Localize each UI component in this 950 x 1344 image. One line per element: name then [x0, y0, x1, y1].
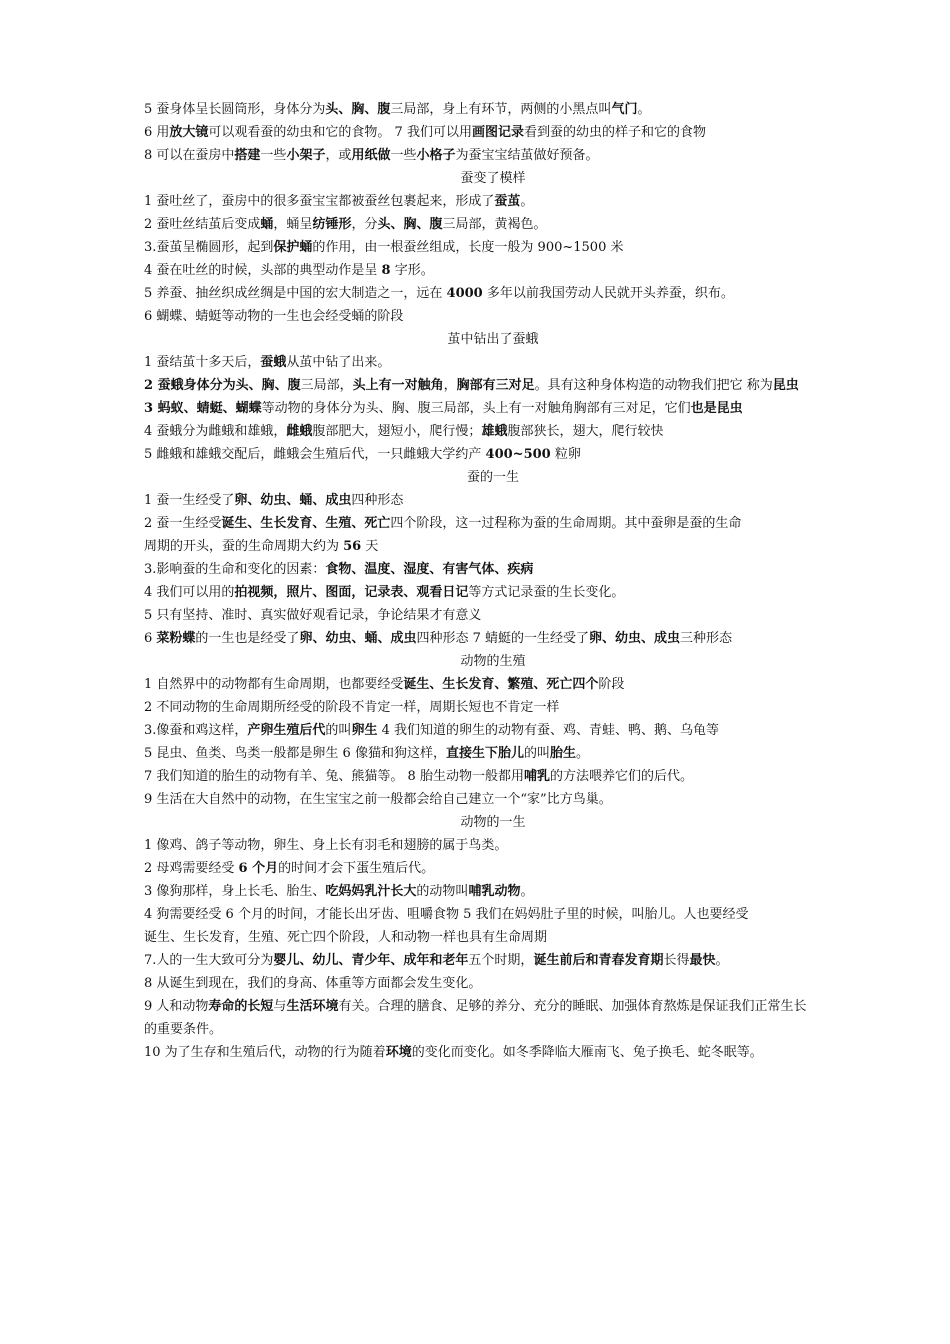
text-segment: 8 从诞生到现在，我们的身高、体重等方面都会发生变化。 [144, 976, 482, 991]
document-body [144, 98, 816, 1064]
text-segment: 3.蚕茧呈椭圆形，起到 [144, 240, 274, 255]
text-segment: 。 [520, 884, 534, 899]
text-segment: 2 蚕吐丝结茧后变成 [144, 217, 261, 232]
bold-text: 直接生下胎儿 [445, 746, 524, 761]
text-segment: 可以观看蚕的幼虫和它的食物。 7 我们可以用 [208, 125, 472, 140]
text-segment: 一些 [260, 148, 287, 163]
bold-text: 菜粉蝶 [156, 631, 196, 646]
bold-text: 56 [343, 539, 362, 554]
text-segment: 5 只有坚持、准时、真实做好观看记录，争论结果才有意义 [144, 608, 482, 623]
bold-text: 卵、幼虫、蛹、成虫 [234, 493, 352, 508]
bold-text: 生活环境 [286, 999, 339, 1014]
text-segment: 7.人的一生大致可分为 [144, 953, 274, 968]
text-segment: 1 像鸡、鸽子等动物，卵生、身上长有羽毛和翅膀的属于鸟类。 [144, 838, 508, 853]
bold-text: 卵、幼虫、蛹、成虫 [299, 631, 417, 646]
text-line [144, 903, 816, 926]
text-segment: 9 生活在大自然中的动物，在生宝宝之前一般都会给自己建立一个“家”比方鸟巢。 [144, 792, 612, 807]
bold-text: 哺乳 [523, 769, 550, 784]
bold-text: 6 个月 [238, 861, 279, 876]
bold-text: 产卵生殖后代 [247, 723, 326, 738]
bold-text: 画图记录 [471, 125, 524, 140]
text-line [144, 857, 816, 880]
text-line [144, 673, 816, 696]
text-segment: 等方式记录蚕的生长变化。 [468, 585, 625, 600]
bold-text: 头、胸、腹 [325, 102, 391, 117]
text-line [144, 995, 816, 1041]
text-segment: 2 母鸡需要经受 [144, 861, 239, 876]
bold-text: 寿命的长短 [208, 999, 274, 1014]
text-segment: 的变化而变化。如冬季降临大雁南飞、兔子换毛、蛇冬眠等。 [411, 1045, 763, 1060]
text-line [144, 259, 816, 282]
text-line [144, 604, 816, 627]
text-line [144, 121, 816, 144]
bold-text: 蚕蛾 [260, 355, 287, 370]
text-segment: 茧中钻出了蚕蛾 [447, 332, 539, 347]
text-segment: 有关。合理的膳食、足够的养分、充分的睡眠、加强体育熬炼是保证我们正常生长的重要条件。 [144, 999, 807, 1037]
text-line [144, 282, 816, 305]
bold-text: 头上有一对触角 [352, 378, 444, 393]
text-segment: 蚕的一生 [466, 470, 519, 485]
text-line [144, 443, 816, 466]
text-segment: 4 我们可以用的 [144, 585, 235, 600]
text-segment: 的叫 [523, 746, 550, 761]
text-line [144, 397, 816, 420]
text-segment: 四种形态 7 蜻蜓的一生经受了 [416, 631, 589, 646]
text-line [144, 144, 816, 167]
bold-text: 诞生前后和青春发育期 [533, 953, 664, 968]
text-segment: 字形。 [390, 263, 434, 278]
text-line [144, 535, 816, 558]
bold-text: 胎生 [549, 746, 576, 761]
text-segment: 的时间才会下蛋生殖后代。 [278, 861, 435, 876]
bold-text: 昆虫 [772, 378, 799, 393]
text-segment: 看到蚕的幼虫的样子和它的食物 [523, 125, 706, 140]
section-heading [144, 811, 816, 834]
text-line [144, 190, 816, 213]
text-segment: 。具有这种身体构造的动物我们把它 称为 [534, 378, 773, 393]
text-line [144, 788, 816, 811]
bold-text: 拍视频，照片、图面，记录表、观看日记 [234, 585, 469, 600]
text-segment: 三局部，身上有环节，两侧的小黑点叫 [390, 102, 612, 117]
text-segment: 4 蚕在吐丝的时候，头部的典型动作是呈 [144, 263, 382, 278]
bold-text: 搭建 [234, 148, 261, 163]
text-segment: 7 我们知道的胎生的动物有羊、兔、熊猫等。 8 胎生动物一般都用 [144, 769, 524, 784]
text-segment: 6 蝴蝶、蜻蜓等动物的一生也会经受蛹的阶段 [144, 309, 404, 324]
text-segment: ，分 [351, 217, 378, 232]
bold-text: 蚕茧 [494, 194, 521, 209]
text-segment: 。 [520, 194, 534, 209]
text-segment: 等动物的身体分为头、胸、腹三局部，头上有一对触角胸部有三对足，它们 [261, 401, 691, 416]
bold-text: 哺乳动物 [468, 884, 521, 899]
text-segment: 动物的一生 [460, 815, 526, 830]
text-segment: 一些 [390, 148, 417, 163]
text-segment: 5 养蚕、抽丝织成丝绸是中国的宏大制造之一，远在 [144, 286, 447, 301]
text-line [144, 719, 816, 742]
text-line [144, 627, 816, 650]
bold-text: 诞生、生长发育、繁殖、死亡四个 [403, 677, 599, 692]
text-segment: 。 [637, 102, 651, 117]
bold-text: 环境 [385, 1045, 412, 1060]
text-segment: 1 自然界中的动物都有生命周期，也都要经受 [144, 677, 404, 692]
text-segment: 1 蚕结茧十多天后， [144, 355, 261, 370]
text-segment: 蚕变了模样 [460, 171, 526, 186]
text-line [144, 972, 816, 995]
text-segment: 5 昆虫、鱼类、鸟类一般都是卵生 6 像猫和狗这样， [144, 746, 446, 761]
text-segment: 1 蚕吐丝了，蚕房中的很多蚕宝宝都被蚕丝包裹起来，形成了 [144, 194, 495, 209]
text-segment: 8 可以在蚕房中 [144, 148, 235, 163]
bold-text: 放大镜 [169, 125, 209, 140]
bold-text: 雌蛾 [286, 424, 313, 439]
text-segment: 为蚕宝宝结茧做好预备。 [455, 148, 599, 163]
section-heading [144, 650, 816, 673]
bold-text: 保护蛹 [273, 240, 313, 255]
text-segment: 。 [576, 746, 590, 761]
bold-text: 雄蛾 [481, 424, 508, 439]
text-segment: 10 为了生存和生殖后代，动物的行为随着 [144, 1045, 386, 1060]
text-segment: 阶段 [598, 677, 625, 692]
text-line [144, 742, 816, 765]
bold-text: 用纸做 [351, 148, 391, 163]
text-segment: 三局部， [300, 378, 353, 393]
text-segment: 的动物叫 [416, 884, 469, 899]
text-segment: 腹部狭长，翅大，爬行较快 [507, 424, 664, 439]
bold-text: 头、胸、腹 [377, 217, 443, 232]
text-segment: 1 蚕一生经受了 [144, 493, 235, 508]
text-line [144, 420, 816, 443]
bold-text: 食物、温度、湿度、有害气体、疾病 [325, 562, 534, 577]
bold-text: 2 蚕蛾 [144, 378, 184, 393]
text-segment: 3 像狗那样，身上长毛、胎生、 [144, 884, 326, 899]
text-line [144, 834, 816, 857]
text-segment: ，或 [325, 148, 352, 163]
text-segment: 的方法喂养它们的后代。 [549, 769, 693, 784]
text-line [144, 374, 816, 397]
text-segment: 周期的开头，蚕的生命周期大约为 [144, 539, 344, 554]
text-segment: 2 不同动物的生命周期所经受的阶段不肯定一样，周期长短也不肯定一样 [144, 700, 560, 715]
text-line [144, 489, 816, 512]
bold-text: 8 [381, 263, 391, 278]
text-segment: 四种形态 [351, 493, 404, 508]
text-line [144, 765, 816, 788]
text-segment: 三种形态 [680, 631, 733, 646]
text-segment: 。 [715, 953, 729, 968]
text-segment: 四个阶段，这一过程称为蚕的生命周期。其中蚕卵是蚕的生命 [390, 516, 742, 531]
text-segment: 腹部肥大，翅短小，爬行慢； [312, 424, 482, 439]
text-line [144, 581, 816, 604]
bold-text: 诞生、生长发育、生殖、死亡 [221, 516, 391, 531]
text-segment: 3.影响蚕的生命和变化的因素： [144, 562, 326, 577]
text-segment: 从茧中钻了出来。 [286, 355, 391, 370]
bold-text: 也是昆虫 [690, 401, 743, 416]
text-segment: 5 蚕身体呈长圆筒形，身体分为 [144, 102, 326, 117]
bold-text: 卵生 [351, 723, 378, 738]
text-line [144, 926, 816, 949]
text-line [144, 305, 816, 328]
text-segment: ，蛹呈 [273, 217, 313, 232]
text-segment: 天 [361, 539, 379, 554]
bold-text: 气门 [611, 102, 638, 117]
text-line [144, 213, 816, 236]
text-segment: 的一生也是经受了 [195, 631, 300, 646]
text-line [144, 98, 816, 121]
bold-text: 胸部有三对足 [456, 378, 535, 393]
text-segment: 6 [144, 631, 157, 646]
text-segment: 4 我们知道的卵生的动物有蚕、鸡、青蛙、鸭、鹅、乌龟等 [377, 723, 719, 738]
text-segment: 6 用 [144, 125, 170, 140]
text-line [144, 949, 816, 972]
bold-text: 400~500 [485, 447, 551, 462]
text-segment: 的叫 [325, 723, 352, 738]
bold-text: 最快 [689, 953, 716, 968]
bold-text: 4000 [446, 286, 483, 301]
text-line [144, 236, 816, 259]
bold-text: 3 蚂蚁、蜻蜓、蝴蝶 [144, 401, 262, 416]
bold-text: 纺锤形 [312, 217, 352, 232]
text-segment: 2 蚕一生经受 [144, 516, 222, 531]
text-segment: ， [443, 378, 457, 393]
bold-text: 身体分为头、胸、腹 [183, 378, 301, 393]
bold-text: 蛹 [260, 217, 274, 232]
text-segment: 动物的生殖 [460, 654, 526, 669]
text-segment: 五个时期， [468, 953, 534, 968]
text-line [144, 1041, 816, 1064]
text-segment: 4 狗需要经受 6 个月的时间，才能长出牙齿、咀嚼食物 5 我们在妈妈肚子里的时候，叫胎儿。人也要经受 [144, 907, 749, 922]
text-segment: 与 [273, 999, 287, 1014]
text-line [144, 512, 816, 535]
text-line [144, 351, 816, 374]
bold-text: 小架子 [286, 148, 326, 163]
text-segment: 的作用，由一根蚕丝组成，长度一般为 900~1500 米 [312, 240, 624, 255]
section-heading [144, 167, 816, 190]
bold-text: 卵、幼虫、成虫 [589, 631, 681, 646]
bold-text: 婴儿、幼儿、青少年、成年和老年 [273, 953, 469, 968]
text-segment: 长得 [663, 953, 690, 968]
text-segment: 5 雌蛾和雄蛾交配后，雌蛾会生殖后代，一只雌蛾大学约产 [144, 447, 486, 462]
text-segment: 粒卵 [550, 447, 581, 462]
section-heading [144, 466, 816, 489]
bold-text: 小格子 [416, 148, 456, 163]
text-segment: 诞生、生长发育，生殖、死亡四个阶段，人和动物一样也具有生命周期 [144, 930, 548, 945]
text-line [144, 696, 816, 719]
text-segment: 多年以前我国劳动人民就开头养蚕，织布。 [482, 286, 734, 301]
text-segment: 三局部，黄褐色。 [442, 217, 547, 232]
text-line [144, 880, 816, 903]
text-segment: 9 人和动物 [144, 999, 209, 1014]
section-heading [144, 328, 816, 351]
text-segment: 3.像蚕和鸡这样， [144, 723, 248, 738]
text-segment: 4 蚕蛾分为雌蛾和雄蛾， [144, 424, 287, 439]
text-line [144, 558, 816, 581]
bold-text: 吃妈妈乳汁长大 [325, 884, 417, 899]
